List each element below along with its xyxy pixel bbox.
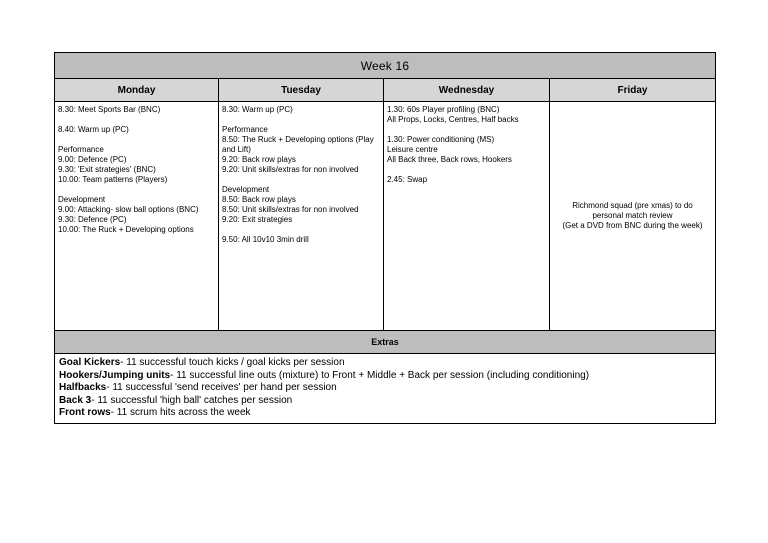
schedule-entry: All Back three, Back rows, Hookers bbox=[387, 155, 512, 164]
extras-item-text: - 11 successful touch kicks / goal kicks per session bbox=[120, 357, 345, 368]
schedule-entry: 2.45: Swap bbox=[387, 175, 428, 184]
schedule-entry: 9.20: Back row plays bbox=[222, 155, 296, 164]
extras-item-label: Halfbacks bbox=[59, 382, 107, 393]
extras-item-label: Goal Kickers bbox=[59, 357, 121, 368]
extras-item bbox=[59, 407, 711, 420]
schedule-block bbox=[387, 135, 546, 165]
wednesday-schedule bbox=[384, 102, 550, 330]
section-heading: Performance bbox=[58, 145, 104, 154]
schedule-entry: 10.00: Team patterns (Players) bbox=[58, 175, 168, 184]
schedule-block bbox=[222, 235, 380, 245]
day-content-row bbox=[55, 102, 715, 331]
extras-header: Extras bbox=[55, 331, 715, 354]
extras-item bbox=[59, 382, 711, 395]
schedule-entry: 9.00: Attacking- slow ball options (BNC) bbox=[58, 205, 199, 214]
extras-item-text: - 11 scrum hits across the week bbox=[110, 407, 251, 418]
extras-item-text: - 11 successful 'send receives' per hand per session bbox=[106, 382, 337, 393]
schedule-block bbox=[387, 105, 546, 125]
schedule-block bbox=[58, 125, 215, 135]
schedule-entry: 1.30: Power conditioning (MS) bbox=[387, 135, 495, 144]
friday-note-block bbox=[558, 201, 708, 231]
schedule-entry: Leisure centre bbox=[387, 145, 438, 154]
extras-item-text: - 11 successful 'high ball' catches per session bbox=[91, 394, 293, 406]
section-heading: Performance bbox=[222, 125, 268, 134]
friday-task: Richmond squad (pre xmas) to do personal match review bbox=[572, 201, 693, 220]
schedule-entry: 8.30: Meet Sports Bar (BNC) bbox=[58, 105, 161, 114]
schedule-block bbox=[58, 105, 215, 115]
schedule-entry: 1.30: 60s Player profiling (BNC) bbox=[387, 105, 500, 114]
schedule-entry: 10.00: The Ruck + Developing options bbox=[58, 225, 194, 234]
extras-item bbox=[59, 357, 711, 370]
extras-item-label: Hookers/Jumping units bbox=[59, 369, 171, 381]
schedule-block bbox=[58, 195, 215, 235]
schedule-block bbox=[387, 175, 546, 185]
schedule-entry: 9.20: Exit strategies bbox=[222, 215, 293, 224]
friday-note: (Get a DVD from BNC during the week) bbox=[562, 221, 703, 230]
schedule-entry: 9.30: Defence (PC) bbox=[58, 215, 127, 224]
section-heading: Development bbox=[58, 195, 106, 204]
extras-item-label: Front rows bbox=[59, 407, 111, 418]
extras-list bbox=[55, 354, 715, 423]
friday-schedule bbox=[550, 102, 715, 330]
schedule-entry: 9.00: Defence (PC) bbox=[58, 155, 127, 164]
week-schedule-table bbox=[54, 52, 716, 424]
schedule-entry: 8.40: Warm up (PC) bbox=[58, 125, 129, 134]
schedule-entry: 8.50: Unit skills/extras for non involved bbox=[222, 205, 359, 214]
day-header-monday: Monday bbox=[55, 79, 219, 101]
extras-item bbox=[59, 395, 711, 408]
schedule-entry: 9.30: 'Exit strategies' (BNC) bbox=[58, 165, 156, 174]
extras-item-text: - 11 successful line outs (mixture) to Front + Middle + Back per session (including conditioning) bbox=[170, 369, 590, 381]
schedule-entry: 8.30: Warm up (PC) bbox=[222, 105, 293, 114]
schedule-entry: 9.20: Unit skills/extras for non involved bbox=[222, 165, 359, 174]
schedule-entry: 8.50: Back row plays bbox=[222, 195, 296, 204]
day-header-friday: Friday bbox=[550, 79, 715, 101]
section-heading: Development bbox=[222, 185, 270, 194]
extras-item-label: Back 3 bbox=[59, 394, 92, 406]
schedule-entry: 9.50: All 10v10 3min drill bbox=[222, 235, 309, 244]
tuesday-schedule bbox=[219, 102, 384, 330]
monday-schedule bbox=[55, 102, 219, 330]
week-title: Week 16 bbox=[55, 53, 715, 79]
schedule-block bbox=[58, 145, 215, 185]
day-header-wednesday: Wednesday bbox=[384, 79, 550, 101]
day-header-tuesday: Tuesday bbox=[219, 79, 384, 101]
schedule-block bbox=[222, 185, 380, 225]
schedule-block bbox=[222, 125, 380, 175]
schedule-block bbox=[222, 105, 380, 115]
schedule-entry: 8.50: The Ruck + Developing options (Play and Lift) bbox=[222, 135, 376, 154]
extras-item bbox=[59, 370, 711, 383]
schedule-entry: All Props, Locks, Centres, Half backs bbox=[387, 115, 519, 124]
day-headers-row bbox=[55, 79, 715, 102]
